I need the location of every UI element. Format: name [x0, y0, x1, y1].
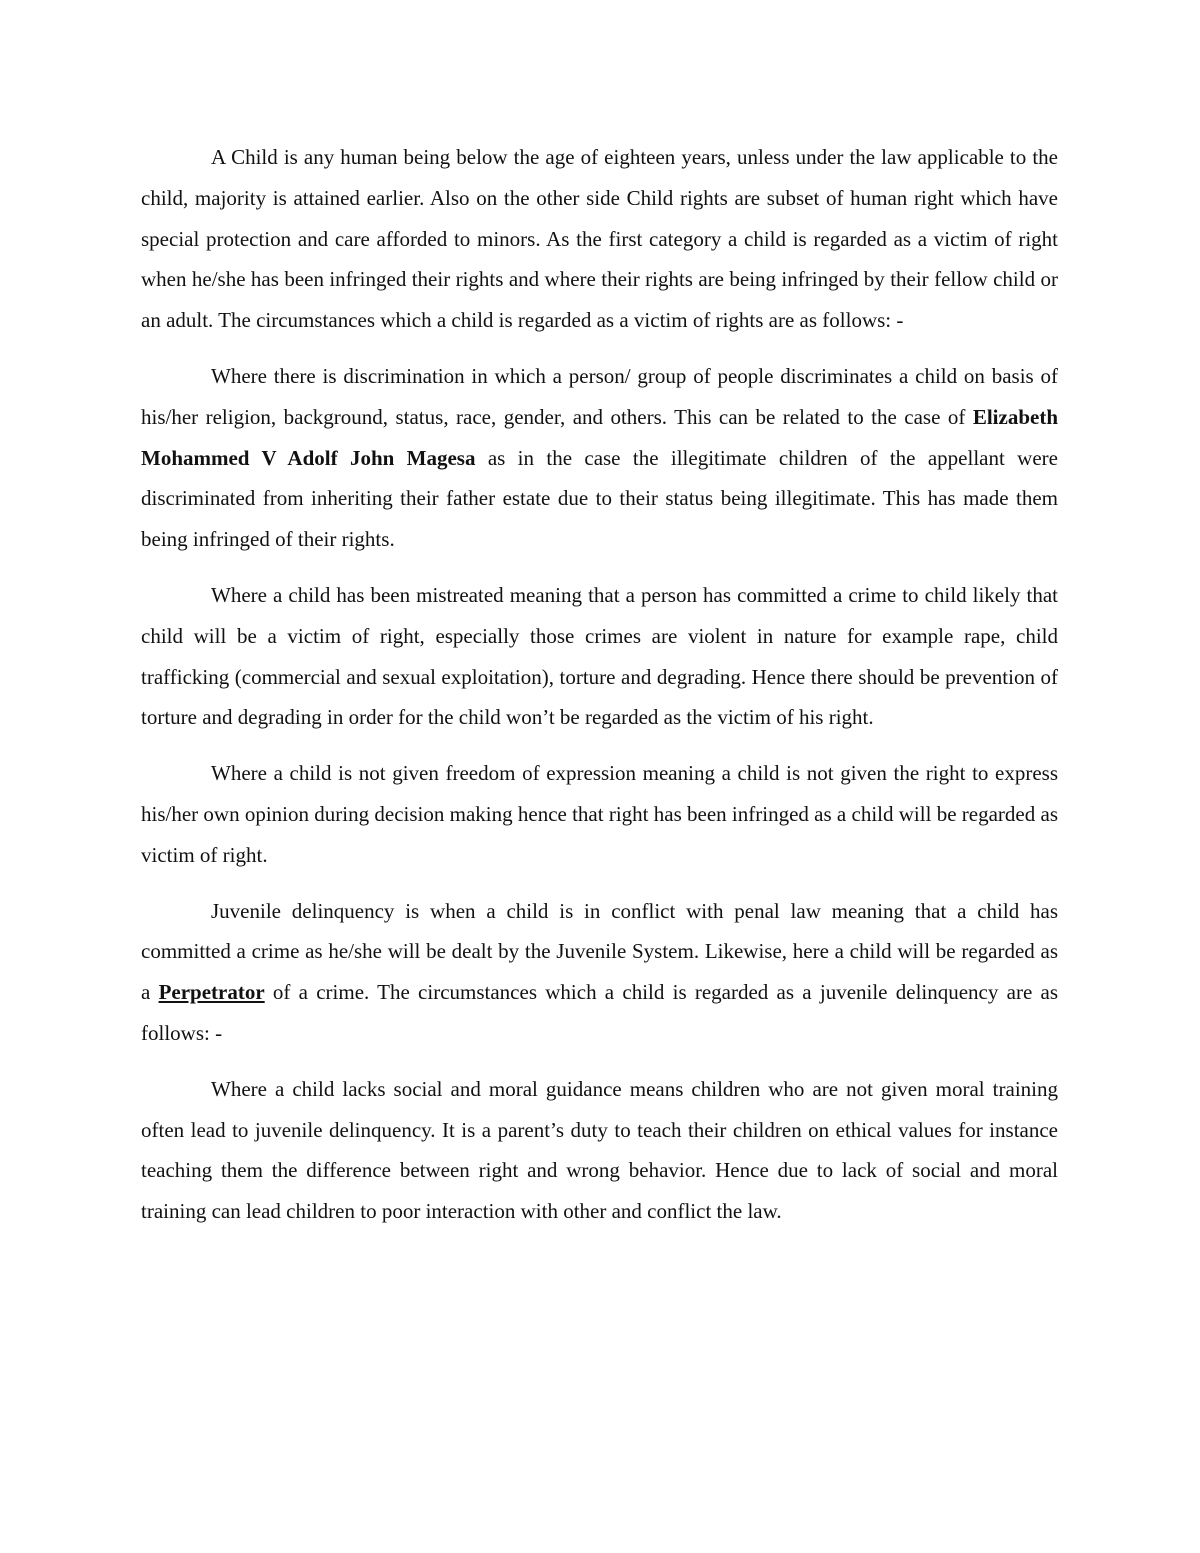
paragraph-mistreatment: Where a child has been mistreated meaning that a person has committed a crime to child likely that child will be a victim of right, especially those crimes are violent in nature for example rape, child trafficking (commercial and sexual exploitation), torture and degrading. Hence there should be prevention of torture and degrading in order for the child won’t be regarded as the victim of his right.: [141, 582, 1058, 730]
case-name: Elizabeth Mohammed V Adolf John Magesa: [141, 404, 1058, 470]
paragraph-juvenile-delinquency: [141, 891, 1058, 1054]
paragraph-discrimination-text-before: Where there is discrimination in which a person/ group of people discriminates a child on basis of his/her religion, background, status, race, gender, and others. This can be related to the case of: [141, 363, 1058, 429]
document-body: [141, 137, 1058, 1247]
perpetrator-term: Perpetrator: [158, 980, 265, 1005]
paragraph-child-definition: A Child is any human being below the age of eighteen years, unless under the law applicable to the child, majority is attained earlier. Also on the other side Child rights are subset of human right which have special protection and care afforded to minors. As the first category a child is regarded as a victim of right when he/she has been infringed their rights and where their rights are being infringed by their fellow child or an adult. The circumstances which a child is regarded as a victim of rights are as follows: -: [141, 145, 1058, 333]
paragraph-juvenile-text-after: of a crime. The circumstances which a child is regarded as a juvenile delinquency are as follows: -: [141, 980, 1059, 1045]
paragraph-juvenile-text-before: Juvenile delinquency is when a child is in conflict with penal law meaning that a child has committed a crime as he/she will be dealt by the Juvenile System. Likewise, here a child will be regarded as a: [141, 898, 1058, 1005]
paragraph-moral-guidance: Where a child lacks social and moral guidance means children who are not given moral training often lead to juvenile delinquency. It is a parent’s duty to teach their children on ethical values for instance teaching them the difference between right and wrong behavior. Hence due to lack of social and moral training can lead children to poor interaction with other and conflict the law.: [141, 1076, 1058, 1224]
paragraph-discrimination: [141, 356, 1058, 560]
paragraph-discrimination-text-after: as in the case the illegitimate children of the appellant were discriminated from inheriting their father estate due to their status being illegitimate. This has made them being infringed of their rights.: [141, 445, 1058, 552]
paragraph-freedom-of-expression: Where a child is not given freedom of expression meaning a child is not given the right to express his/her own opinion during decision making hence that right has been infringed as a child will be regarded as victim of right.: [141, 761, 1058, 867]
